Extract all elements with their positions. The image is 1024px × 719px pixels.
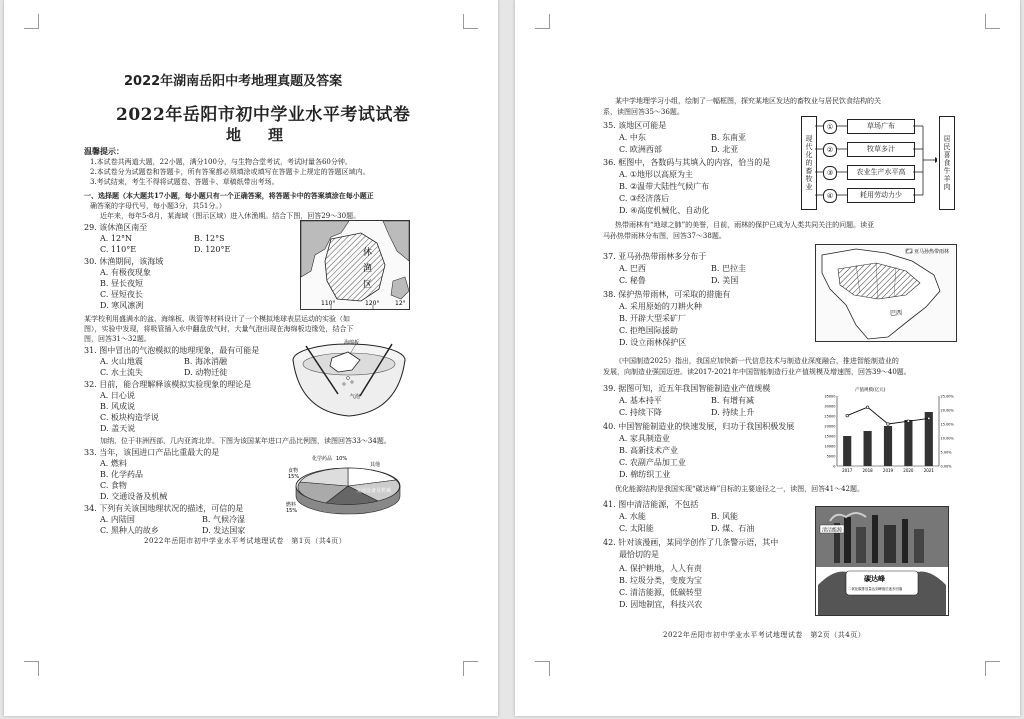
option-a: A. 家具制造业	[619, 434, 670, 443]
option-d: D. 发达国家	[202, 526, 246, 535]
chart-y2-tick-label: 0.00%	[940, 464, 952, 469]
option-c: C. 欧洲西部	[619, 145, 662, 154]
option-d: D. 120°E	[194, 245, 231, 254]
option-c: C. 农副产品加工业	[619, 458, 686, 467]
question-42-stem: 42. 针对该漫画，某同学创作了几条警示语，其中	[603, 538, 779, 547]
document-title: 2022年湖南岳阳中考地理真题及答案	[124, 74, 343, 89]
cartoon-graphic	[816, 507, 948, 615]
chart-title: 产值规模(亿元)	[855, 388, 886, 393]
crop-mark	[985, 14, 1000, 29]
option-b: B. 开辟大型采矿厂	[619, 314, 686, 323]
option-d: D. 北亚	[711, 145, 739, 154]
option-a: A. 12°N	[100, 234, 133, 243]
option-a: A. 巴西	[619, 264, 646, 273]
option-c: C. 拒绝国际援助	[619, 326, 678, 335]
option-c: C. 水土流失	[100, 368, 143, 377]
option-d: D. 棉纺织工业	[619, 470, 671, 479]
question-intro: 某学校利用盛满水的盆、海绵板、吸管等材料设计了一个模拟地球表层运动的实验（如	[84, 315, 350, 323]
section-heading: 确答案的字母代号，每小题3分，共51分。）	[90, 202, 226, 210]
option-b: B. 垃圾分类，变废为宝	[619, 576, 702, 585]
map-country-label: 巴西	[890, 310, 903, 317]
chart-bar	[904, 420, 912, 466]
option-c: C. ③经济落后	[619, 194, 670, 203]
question-35-stem: 35. 该地区可能是	[603, 121, 667, 130]
chart-y-tick-label: 0	[833, 464, 836, 469]
exam-page-2	[515, 0, 1020, 716]
option-b: B. 风能	[711, 512, 738, 521]
question-intro: 优化能源结构是我国实现“碳达峰”目标的主要途径之一，读图，回答41～42题。	[615, 485, 864, 493]
option-b: B. ②温带大陆性气候广布	[619, 182, 710, 191]
chart-y2-tick-label: 15.00%	[940, 422, 954, 427]
fishing-ban-map-graphic	[301, 221, 409, 309]
chart-line-point	[887, 423, 890, 426]
basin-experiment-figure	[286, 338, 412, 424]
option-d: D. ④高度机械化、自动化	[619, 206, 710, 215]
section-heading: 一、选择题（本大题共17小题，每小题只有一个正确答案，将答题卡中的答案填涂在每小题正	[84, 191, 374, 200]
flow-number: ②	[823, 143, 837, 157]
option-c: C. 板块构造学说	[100, 413, 159, 422]
chart-y2-tick-label: 5.00%	[940, 450, 952, 455]
option-a: A. 中东	[619, 133, 646, 142]
question-intro: 某中学地理学习小组，绘制了一幅框图，探究某地区发达的畜牧业与居民饮食结构的关	[615, 97, 881, 105]
smart-manufacturing-chart	[815, 384, 961, 480]
basin-graphic	[286, 338, 412, 424]
question-intro: 加纳，位于非洲西部，几内亚湾北岸。下图为该国某年进口产品比例图，读图回答33～34题。	[100, 437, 391, 445]
crop-mark	[535, 661, 550, 676]
chart-svg	[815, 384, 961, 480]
option-d: D. 寒风凛冽	[100, 301, 144, 310]
cartoon-title: 碳达峰	[864, 575, 885, 583]
chart-y2-tick-label: 10.00%	[940, 436, 954, 441]
chart-y2-tick-label: 20.00%	[940, 408, 954, 413]
option-a: A. 有极夜现象	[100, 268, 151, 277]
flow-box-3: 农业生产水平高	[847, 165, 915, 180]
option-d: D. 动物迁徙	[184, 368, 228, 377]
notice-line: 2.本试卷分为试题卷和答题卡，所有答案都必须填涂或填写在答题卡上规定的答题区域内。	[90, 168, 370, 176]
question-intro: 图，回答31～32题。	[84, 335, 151, 343]
chart-bar	[884, 426, 892, 466]
option-c: C. 黑种人的故乡	[100, 526, 159, 535]
flow-box-1: 草场广布	[847, 119, 915, 134]
amazon-rainforest-map	[815, 244, 957, 342]
cartoon-subtitle: 二氧化碳排放量达到峰值后逐步回落	[848, 587, 903, 591]
option-b: B. 海冰消融	[184, 357, 227, 366]
chart-x-tick-label: 2021	[923, 468, 934, 473]
question-30-stem: 30. 休渔期间，该海域	[84, 257, 164, 266]
option-c: C. 太阳能	[619, 524, 654, 533]
pie-label-chem-pct: 10%	[336, 456, 348, 462]
question-intro: 近年来，每年5-8月，某海域（图示区域）进入休渔期。结合下图，回答29～30题。	[100, 212, 361, 220]
flow-number: ①	[823, 120, 837, 134]
question-31-stem: 31. 图中冒出的气泡模拟的地理现象，最有可能是	[84, 346, 260, 355]
amazon-map-graphic	[816, 245, 956, 341]
chart-line-point	[928, 417, 931, 420]
option-a: A. 内陆国	[100, 515, 135, 524]
import-pie-figure	[286, 446, 416, 522]
chart-line-point	[866, 406, 869, 409]
option-d: D. 因地制宜，科技兴农	[619, 600, 703, 609]
pie-label-fuel-pct: 15%	[286, 508, 298, 514]
option-d: D. 持续上升	[711, 408, 755, 417]
option-b: B. 12°S	[194, 234, 225, 243]
option-a: A. 采用原始的刀耕火种	[619, 302, 702, 311]
option-d: D. 设立雨林保护区	[619, 338, 687, 347]
notice-line: 1.本试卷共两道大题，22小题，满分100分，与生物合堂考试，考试时量各60分钟。	[90, 158, 352, 166]
option-d: D. 美国	[711, 276, 739, 285]
longitude-label: 120°	[365, 300, 380, 307]
question-38-stem: 38. 保护热带雨林，可采取的措施有	[603, 290, 731, 299]
chart-y-tick-label: 15000	[824, 434, 836, 439]
page-footer: 2022年岳阳市初中学业水平考试地理试卷 第2页（共4页）	[663, 631, 866, 639]
chart-line-point	[907, 420, 910, 423]
option-c: C. 110°E	[100, 245, 137, 254]
option-b: B. 化学药品	[100, 470, 143, 479]
chart-bar	[925, 412, 933, 466]
chart-y-tick-label: 20000	[824, 424, 836, 429]
exam-page-1	[4, 0, 498, 716]
option-d: D. 煤、石油	[711, 524, 755, 533]
question-40-stem: 40. 中国智能制造业的快速发展，归功于我国积极发展	[603, 422, 795, 431]
chart-bar	[843, 436, 851, 466]
chart-y-tick-label: 10000	[824, 444, 836, 449]
question-intro: 马孙热带雨林分布图，回答37～38题。	[603, 232, 726, 240]
crop-mark	[535, 14, 550, 29]
question-intro: 热带雨林有“地球之肺”的美誉，目前，雨林的保护已成为人类共同关注的问题。读亚	[615, 221, 875, 229]
option-c: C. 清洁能源，低碳转型	[619, 588, 702, 597]
option-a: A. ①地形以高原为主	[619, 170, 694, 179]
livestock-flow-diagram	[801, 112, 955, 214]
bubble-label: 气泡	[350, 394, 361, 400]
pie-label-food-pct: 15%	[288, 474, 300, 480]
flow-left-box: 现代化的畜牧业	[801, 116, 817, 210]
notice-title: 温馨提示：	[84, 146, 124, 156]
map-label: 区	[363, 280, 373, 290]
option-a: A. 日心说	[100, 391, 135, 400]
option-c: C. 昼短夜长	[100, 290, 143, 299]
chart-y-tick-label: 30000	[824, 404, 836, 409]
chart-y-tick-label: 25000	[824, 414, 836, 419]
chart-line-point	[846, 414, 849, 417]
crop-mark	[463, 14, 478, 29]
chart-x-tick-label: 2019	[882, 468, 894, 473]
map-label: 休	[363, 248, 373, 258]
notice-line: 3.考试结束，考生不得将试题卷、答题卡、草稿纸带出考场。	[90, 178, 279, 186]
crop-mark	[985, 661, 1000, 676]
pie-label-food: 食物	[288, 468, 299, 474]
question-intro: 图），实验中发现，将吸管插入水中翻盘放气时，大量气泡出现在海绵板边缘处，结合下	[84, 325, 354, 333]
cartoon-tag: 清洁能源	[822, 527, 843, 534]
option-c: C. 持续下降	[619, 408, 662, 417]
chart-y-tick-label: 35000	[824, 394, 836, 399]
question-37-stem: 37. 亚马孙热带雨林多分布于	[603, 252, 707, 261]
question-36-stem: 36. 框图中，各数码与其填入的内容，恰当的是	[603, 158, 771, 167]
question-42-stem-cont: 最恰切的是	[619, 550, 659, 559]
fishing-ban-map	[300, 220, 410, 310]
chart-y2-tick-label: 25.00%	[940, 394, 954, 399]
option-a: A. 燃料	[100, 459, 127, 468]
flow-number: ④	[823, 189, 837, 203]
chart-bar	[864, 431, 872, 466]
chart-x-tick-label: 2020	[903, 468, 914, 473]
pie-label-transport: 交通设备及机械	[356, 488, 392, 494]
question-29-stem: 29. 该休渔区南至	[84, 223, 148, 232]
pie-label-chem: 化学药品	[312, 456, 333, 462]
question-34-stem: 34. 下列有关该国地理状况的描述，可信的是	[84, 504, 244, 513]
option-b: B. 有增有减	[711, 396, 754, 405]
crop-mark	[463, 661, 478, 676]
sponge-label: 海绵板	[344, 340, 360, 346]
question-39-stem: 39. 据图可知，近五年我国智能制造业产值规模	[603, 384, 771, 393]
map-label: 渔	[363, 264, 373, 274]
question-41-stem: 41. 图中清洁能源，不包括	[603, 500, 699, 509]
import-pie-graphic	[286, 446, 416, 522]
chart-x-tick-label: 2017	[842, 468, 853, 473]
question-intro: 发展，向制造业强国迈进。读2017-2021年中国智能制造行业产值规模及增速图，回答39～40题。	[603, 368, 911, 376]
subject-title: 地 理	[226, 126, 290, 144]
question-33-stem: 33. 当年，该国进口产品比重最大的是	[84, 448, 220, 457]
chart-x-tick-label: 2018	[862, 468, 873, 473]
exam-title: 2022年岳阳市初中学业水平考试试卷	[116, 105, 411, 125]
crop-mark	[24, 14, 39, 29]
flow-number: ③	[823, 166, 837, 180]
pie-label-fuel: 燃料	[286, 502, 297, 508]
pie-label-other: 其他	[370, 462, 381, 468]
option-c: C. 食物	[100, 481, 127, 490]
carbon-peak-cartoon	[815, 506, 949, 616]
question-32-stem: 32. 目前，能合理解释该模拟实验现象的理论是	[84, 380, 252, 389]
option-b: B. 昼长夜短	[100, 279, 143, 288]
map-legend-label: 亚马孙热带雨林	[914, 249, 950, 255]
flow-box-2: 牧草多汁	[847, 142, 915, 157]
flow-right-box: 居民喜食牛羊肉	[939, 116, 955, 210]
option-c: C. 秘鲁	[619, 276, 646, 285]
option-a: A. 基本持平	[619, 396, 662, 405]
option-d: D. 交通设备及机械	[100, 492, 168, 501]
question-intro: 系，读图回答35～36题。	[603, 108, 684, 116]
option-a: A. 保护耕地，人人有责	[619, 564, 702, 573]
question-intro: 《中国制造2025》指出，我国应加快新一代信息技术与制造业深度融合，推进智能制造业的	[615, 357, 899, 365]
latitude-label: 12°	[395, 300, 406, 307]
chart-y-tick-label: 5000	[826, 454, 836, 459]
option-b: B. 东南亚	[711, 133, 746, 142]
page-footer: 2022年岳阳市初中学业水平考试地理试卷 第1页（共4页）	[144, 537, 347, 545]
crop-mark	[24, 661, 39, 676]
option-d: D. 盖天说	[100, 424, 136, 433]
flow-box-4: 耗用劳动力少	[847, 188, 915, 203]
flow-arrows-right	[913, 112, 937, 212]
longitude-label: 110°	[321, 300, 336, 307]
option-a: A. 火山地震	[100, 357, 143, 366]
option-b: B. 气候冷湿	[202, 515, 245, 524]
option-b: B. 巴拉圭	[711, 264, 746, 273]
option-b: B. 高新技术产业	[619, 446, 678, 455]
option-a: A. 水能	[619, 512, 646, 521]
chart-growth-line	[847, 407, 929, 424]
option-b: B. 风成说	[100, 402, 135, 411]
